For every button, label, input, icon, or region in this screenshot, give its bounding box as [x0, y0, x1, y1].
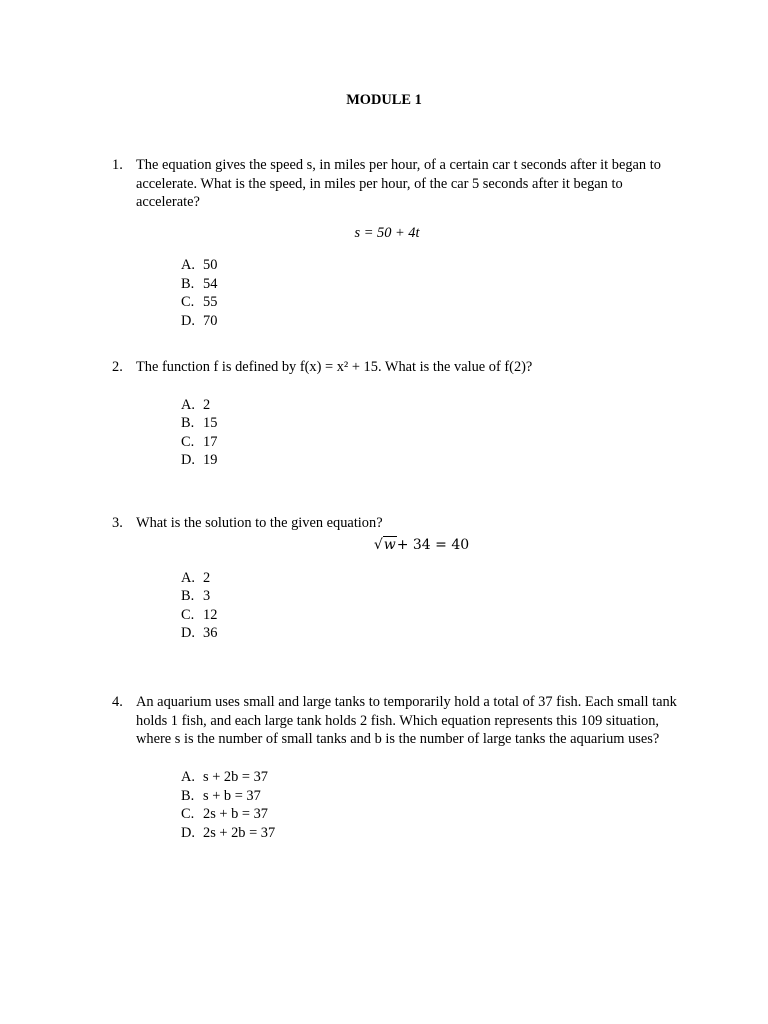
- choice-letter: C.: [181, 294, 195, 311]
- question-2-header: [112, 358, 682, 377]
- question-text: An aquarium uses small and large tanks to temporarily hold a total of 37 fish. Each small tank holds 1 fish, and each large tank holds 2 fish. Which equation represents this 109 situation, where s is the number of small tanks and b is the number of large tanks the aquarium uses?: [136, 694, 677, 748]
- choice-text: 2s + 2b = 37: [203, 824, 276, 841]
- question-number: 1.: [112, 157, 123, 173]
- choice-a[interactable]: [181, 569, 682, 588]
- choice-letter: A.: [181, 569, 195, 586]
- choice-text: s + 2b = 37: [203, 769, 269, 786]
- choice-b[interactable]: [181, 275, 682, 294]
- question-2: [112, 358, 682, 470]
- choice-letter: B.: [181, 275, 195, 292]
- question-1-equation: s = 50 + 4t: [354, 225, 420, 242]
- choice-c[interactable]: [181, 293, 682, 312]
- choice-text: 2s + b = 37: [203, 806, 269, 823]
- question-1-header: [112, 156, 682, 212]
- choice-text: 70: [203, 312, 218, 329]
- answer-choices: [112, 256, 682, 330]
- choice-c[interactable]: [181, 805, 682, 824]
- choice-letter: A.: [181, 396, 195, 413]
- radicand: w: [383, 536, 396, 553]
- radical-sign: √: [373, 536, 383, 553]
- choice-c[interactable]: [181, 433, 682, 452]
- choice-text: 54: [203, 275, 218, 292]
- choice-letter: C.: [181, 433, 195, 450]
- question-4: [112, 693, 682, 842]
- choice-a[interactable]: [181, 768, 682, 787]
- choice-letter: D.: [181, 824, 195, 841]
- choice-letter: A.: [181, 257, 195, 274]
- choice-text: 3: [203, 588, 211, 605]
- question-1: [112, 156, 682, 330]
- choice-text: 17: [203, 433, 218, 450]
- choice-d[interactable]: [181, 624, 682, 643]
- choice-d[interactable]: [181, 824, 682, 843]
- choice-letter: B.: [181, 415, 195, 432]
- question-number: 4.: [112, 694, 123, 710]
- choice-letter: C.: [181, 606, 195, 623]
- choice-d[interactable]: [181, 451, 682, 470]
- choice-text: 19: [203, 452, 218, 469]
- answer-choices: [112, 569, 682, 643]
- choice-b[interactable]: [181, 787, 682, 806]
- choice-text: 55: [203, 294, 218, 311]
- choice-text: 36: [203, 625, 218, 642]
- choice-text: 50: [203, 257, 218, 274]
- choice-d[interactable]: [181, 312, 682, 331]
- choice-letter: B.: [181, 588, 195, 605]
- question-number: 3.: [112, 515, 123, 531]
- choice-text: 15: [203, 415, 218, 432]
- choice-text: 2: [203, 569, 211, 586]
- question-text: The equation gives the speed s, in miles per hour, of a certain car t seconds after it began to accelerate. What is the speed, in miles per hour, of the car 5 seconds after it began to accelerate?: [136, 157, 661, 211]
- choice-letter: B.: [181, 787, 195, 804]
- question-4-header: [112, 693, 682, 749]
- square-root: [374, 535, 397, 555]
- page-title: MODULE 1: [346, 92, 422, 108]
- answer-choices: [112, 768, 682, 842]
- choice-letter: D.: [181, 452, 195, 469]
- choice-letter: C.: [181, 806, 195, 823]
- choice-text: 12: [203, 606, 218, 623]
- choice-b[interactable]: [181, 414, 682, 433]
- equation-rest: + 34 = 40: [396, 536, 470, 553]
- question-3-equation: [112, 535, 682, 555]
- question-number: 2.: [112, 359, 123, 375]
- choice-text: 2: [203, 396, 211, 413]
- choice-b[interactable]: [181, 587, 682, 606]
- choice-text: s + b = 37: [203, 787, 261, 804]
- choice-a[interactable]: [181, 396, 682, 415]
- choice-c[interactable]: [181, 606, 682, 625]
- question-3-header: [112, 514, 682, 533]
- choice-letter: A.: [181, 769, 195, 786]
- question-3: [112, 514, 682, 643]
- question-text: The function f is defined by f(x) = x² + 15. What is the value of f(2)?: [136, 359, 533, 375]
- question-text: What is the solution to the given equation?: [136, 515, 383, 531]
- choice-a[interactable]: [181, 256, 682, 275]
- choice-letter: D.: [181, 312, 195, 329]
- answer-choices: [112, 396, 682, 470]
- choice-letter: D.: [181, 625, 195, 642]
